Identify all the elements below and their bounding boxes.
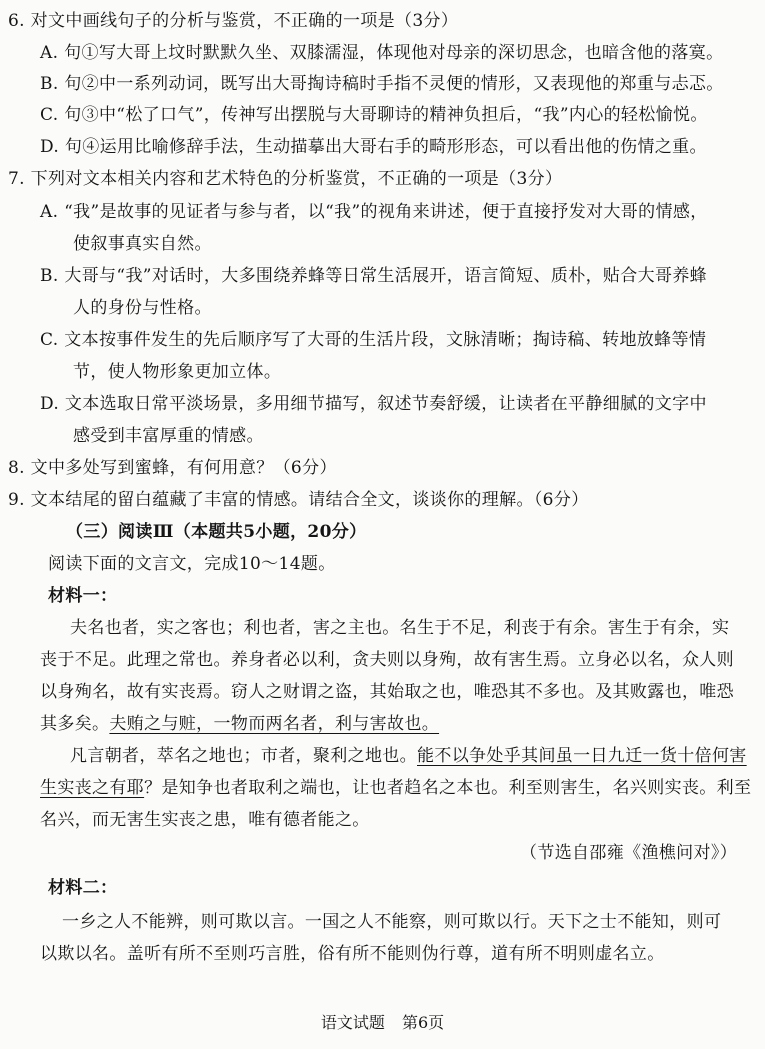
material1-line6 — [40, 777, 751, 799]
q7-stem: 7. 下列对文本相关内容和艺术特色的分析鉴赏，不正确的一项是（3分） — [8, 169, 563, 189]
underlined-sentence-2-cont: 生实丧之有耶 — [40, 778, 145, 798]
q7-option-b-cont: 人的身份与性格。 — [73, 298, 212, 318]
q7-option-d: D. 文本选取日常平淡场景，多用细节描写，叙述节奏舒缓，让读者在平静细腻的文字中 — [40, 394, 707, 414]
material1-line1: 夫名也者，实之客也；利也者，害之主也。名生于不足，利丧于有余。害生于有余，实 — [70, 618, 730, 638]
q7-option-a-cont: 使叙事真实自然。 — [73, 234, 212, 254]
q7-option-b: B. 大哥与“我”对话时，大多围绕养蜂等日常生活展开，语言简短、质朴，贴合大哥养蜂 — [40, 266, 708, 286]
section-instruction: 阅读下面的文言文，完成10～14题。 — [48, 554, 336, 574]
material1-source: （节选自邵雍《渔樵问对》） — [520, 843, 738, 863]
q8-stem: 8. 文中多处写到蜜蜂，有何用意？（6分） — [8, 458, 337, 478]
material1-line4-plain: 其多矣。 — [40, 714, 110, 734]
footer-subject: 语文试题 — [320, 1013, 385, 1032]
q6-stem: 6. 对文中画线句子的分析与鉴赏，不正确的一项是（3分） — [8, 11, 459, 31]
material1-line5-plain: 凡言朝者，萃名之地也；市者，聚利之地也。 — [70, 746, 417, 766]
material1-label: 材料一： — [48, 586, 118, 606]
q7-option-d-cont: 感受到丰富厚重的情感。 — [73, 426, 264, 446]
q6-option-d: D. 句④运用比喻修辞手法，生动描摹出大哥右手的畸形形态，可以看出他的伤情之重。 — [40, 137, 707, 157]
material1-line6-plain: ？是知争也者取利之端也，让也者趋名之本也。利至则害生，名兴则实丧。利至 — [144, 778, 752, 798]
q6-option-b: B. 句②中一系列动词，既写出大哥掏诗稿时手指不灵便的情形，又表现他的郑重与忐忑。 — [40, 74, 724, 94]
q6-option-a: A. 句①写大哥上坟时默默久坐、双膝濡湿，体现他对母亲的深切思念，也暗含他的落寞。 — [40, 43, 724, 63]
underlined-sentence-2: 能不以争处乎其间虽一日九迁一货十倍何害 — [417, 746, 747, 766]
material1-line5 — [70, 745, 747, 767]
material2-line1: 一乡之人不能辨，则可欺以言。一国之人不能察，则可欺以行。天下之士不能知，则可 — [62, 912, 722, 932]
material1-line2: 丧于不足。此理之常也。养身者必以利，贪夫则以身殉，故有害生焉。立身必以名，众人则 — [40, 650, 734, 670]
q6-option-c: C. 句③中“松了口气”，传神写出摆脱与大哥聊诗的精神负担后，“我”内心的轻松愉悦。 — [40, 105, 708, 125]
q7-option-c: C. 文本按事件发生的先后顺序写了大哥的生活片段，文脉清晰；掏诗稿、转地放蜂等情 — [40, 330, 707, 350]
section-heading: （三）阅读Ⅲ（本题共5小题，20分） — [66, 522, 367, 542]
q9-stem: 9. 文本结尾的留白蕴藏了丰富的情感。请结合全文，谈谈你的理解。（6分） — [8, 490, 589, 510]
underlined-sentence-1: 夫贿之与赃，一物而两名者，利与害故也。 — [109, 714, 440, 734]
material2-label: 材料二： — [48, 878, 118, 898]
footer-page-number: 第6页 — [401, 1013, 445, 1032]
page-footer — [0, 1010, 765, 1033]
q7-option-c-cont: 节，使人物形象更加立体。 — [73, 362, 282, 382]
material1-line4 — [40, 713, 439, 735]
material2-line2: 以欺以名。盖听有所不至则巧言胜，俗有所不能则伪行尊，道有所不明则虚名立。 — [40, 944, 665, 964]
q7-option-a: A. “我”是故事的见证者与参与者，以“我”的视角来讲述，便于直接抒发对大哥的情感， — [40, 202, 708, 222]
material1-line7: 名兴，而无害生实丧之患，唯有德者能之。 — [40, 810, 370, 830]
material1-line3: 以身殉名，故有实丧焉。窃人之财谓之盗，其始取之也，唯恐其不多也。及其败露也，唯恐 — [40, 682, 734, 702]
